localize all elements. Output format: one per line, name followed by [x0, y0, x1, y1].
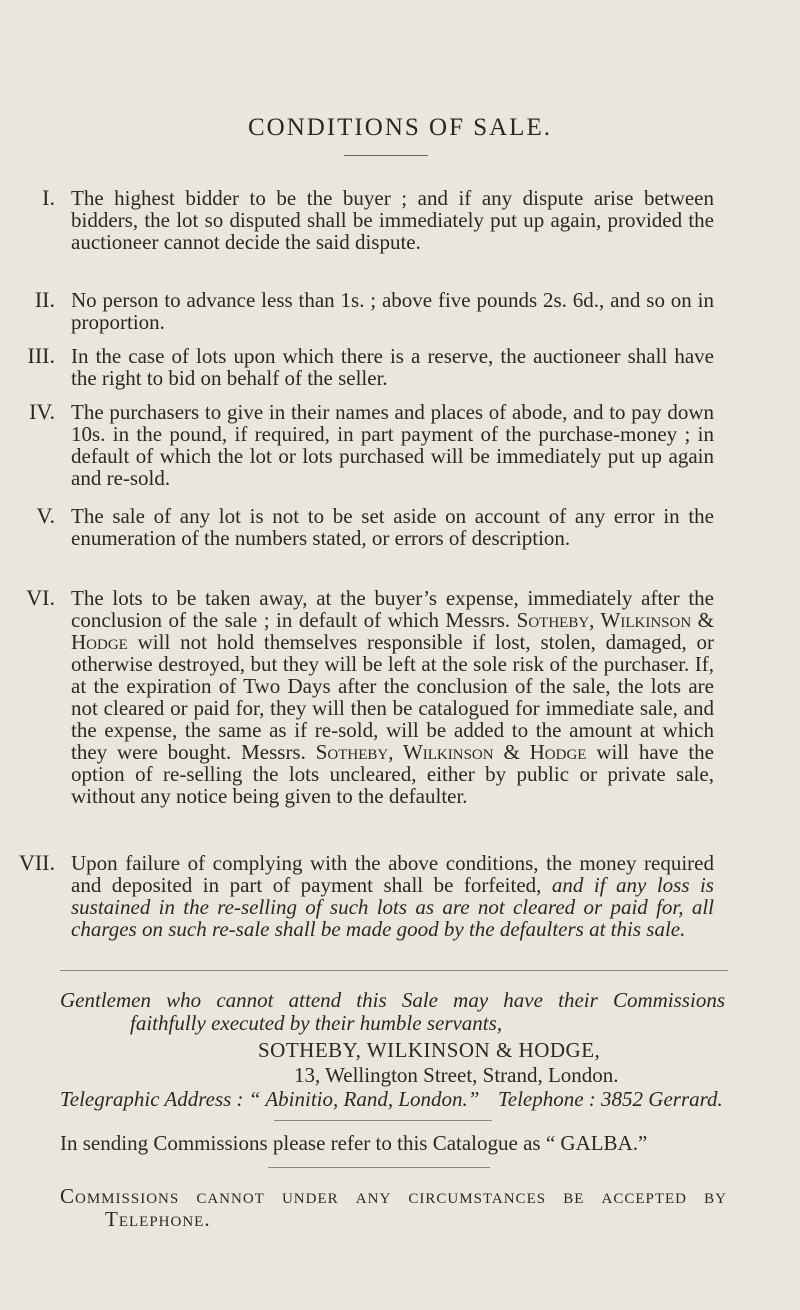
condition-text: The purchasers to give in their names and places of abode, and to pay down 10s. in the pound, if required, in part payment of the purchase-money ; in default of which the lot or lots purchased will be immediately put up again and re-sold. [71, 400, 714, 490]
condition-text: The sale of any lot is not to be set aside on account of any error in the enumeration of the numbers stated, or errors of description. [71, 504, 714, 550]
condition-text-part: will have the option of re-selling the lots uncleared, either by public or private sale, without any notice being given to the defaulter. [71, 740, 714, 808]
condition-text [71, 587, 714, 807]
condition-number: VII. [18, 850, 55, 875]
condition-text: The highest bidder to be the buyer ; and if any dispute arise between bidders, the lot so disputed shall be immediately put up again, provided the auctioneer cannot decide the said dispute. [71, 186, 714, 254]
commissions-notice-end: Telephone. [105, 1207, 211, 1231]
condition-number: III. [27, 343, 55, 368]
condition-text-part: Upon failure of complying with the above conditions, the money required and deposited in part of payment shall be forfeited, [71, 851, 714, 897]
page-title: CONDITIONS OF SALE. [248, 114, 552, 141]
firm-name: Sotheby, Wilkinson & Hodge [71, 608, 714, 654]
section-divider [60, 970, 728, 971]
firm-address: 13, Wellington Street, Strand, London. [294, 1063, 619, 1087]
title-divider [344, 155, 428, 156]
commissions-line-2: faithfully executed by their humble servants, [130, 1011, 503, 1035]
condition-text-part: will not hold themselves responsible if lost, stolen, damaged, or otherwise destroyed, but they will be left at the sole risk of the purchaser. If, at the expiration of Two Days after the conclusion of the sale, the lots are not cleared or paid for, they will then be catalogued for immediate sale, and the expense, the same as if re-sold, will be added to the amount at which they were bought. Messrs. [71, 630, 714, 764]
telegraphic-address: Telegraphic Address : “ Abinitio, Rand, London.” [60, 1087, 480, 1111]
footer-divider [268, 1167, 490, 1168]
firm-name: Sotheby, Wilkinson & Hodge [315, 740, 587, 764]
condition-number: I. [42, 185, 55, 210]
firm-name: SOTHEBY, WILKINSON & HODGE, [258, 1038, 601, 1062]
condition-text-part: and if any loss is sustained in the re-selling of such lots as are not cleared or paid for, all charges on such re-sale shall be made good by the defaulters at this sale. [71, 873, 714, 941]
condition-number: IV. [29, 399, 55, 424]
condition-text: In the case of lots upon which there is a reserve, the auctioneer shall have the right to bid on behalf of the seller. [71, 344, 714, 390]
footer-divider [274, 1120, 492, 1121]
condition-number: VI. [26, 585, 55, 610]
condition-number: V. [36, 503, 55, 528]
telephone-number: Telephone : 3852 Gerrard. [498, 1087, 723, 1111]
condition-text [71, 852, 714, 940]
catalogue-reference: In sending Commissions please refer to this Catalogue as “ GALBA.” [60, 1131, 648, 1155]
commissions-line-1: Gentlemen who cannot attend this Sale may have their Commissions [60, 988, 725, 1012]
condition-text: No person to advance less than 1s. ; above five pounds 2s. 6d., and so on in proportion. [71, 288, 714, 334]
condition-number: II. [34, 287, 55, 312]
commissions-notice: Commissions cannot under any circumstances be accepted by [60, 1184, 727, 1208]
condition-text-part: The lots to be taken away, at the buyer’s expense, immediately after the conclusion of the sale ; in default of which Messrs. [71, 586, 714, 632]
